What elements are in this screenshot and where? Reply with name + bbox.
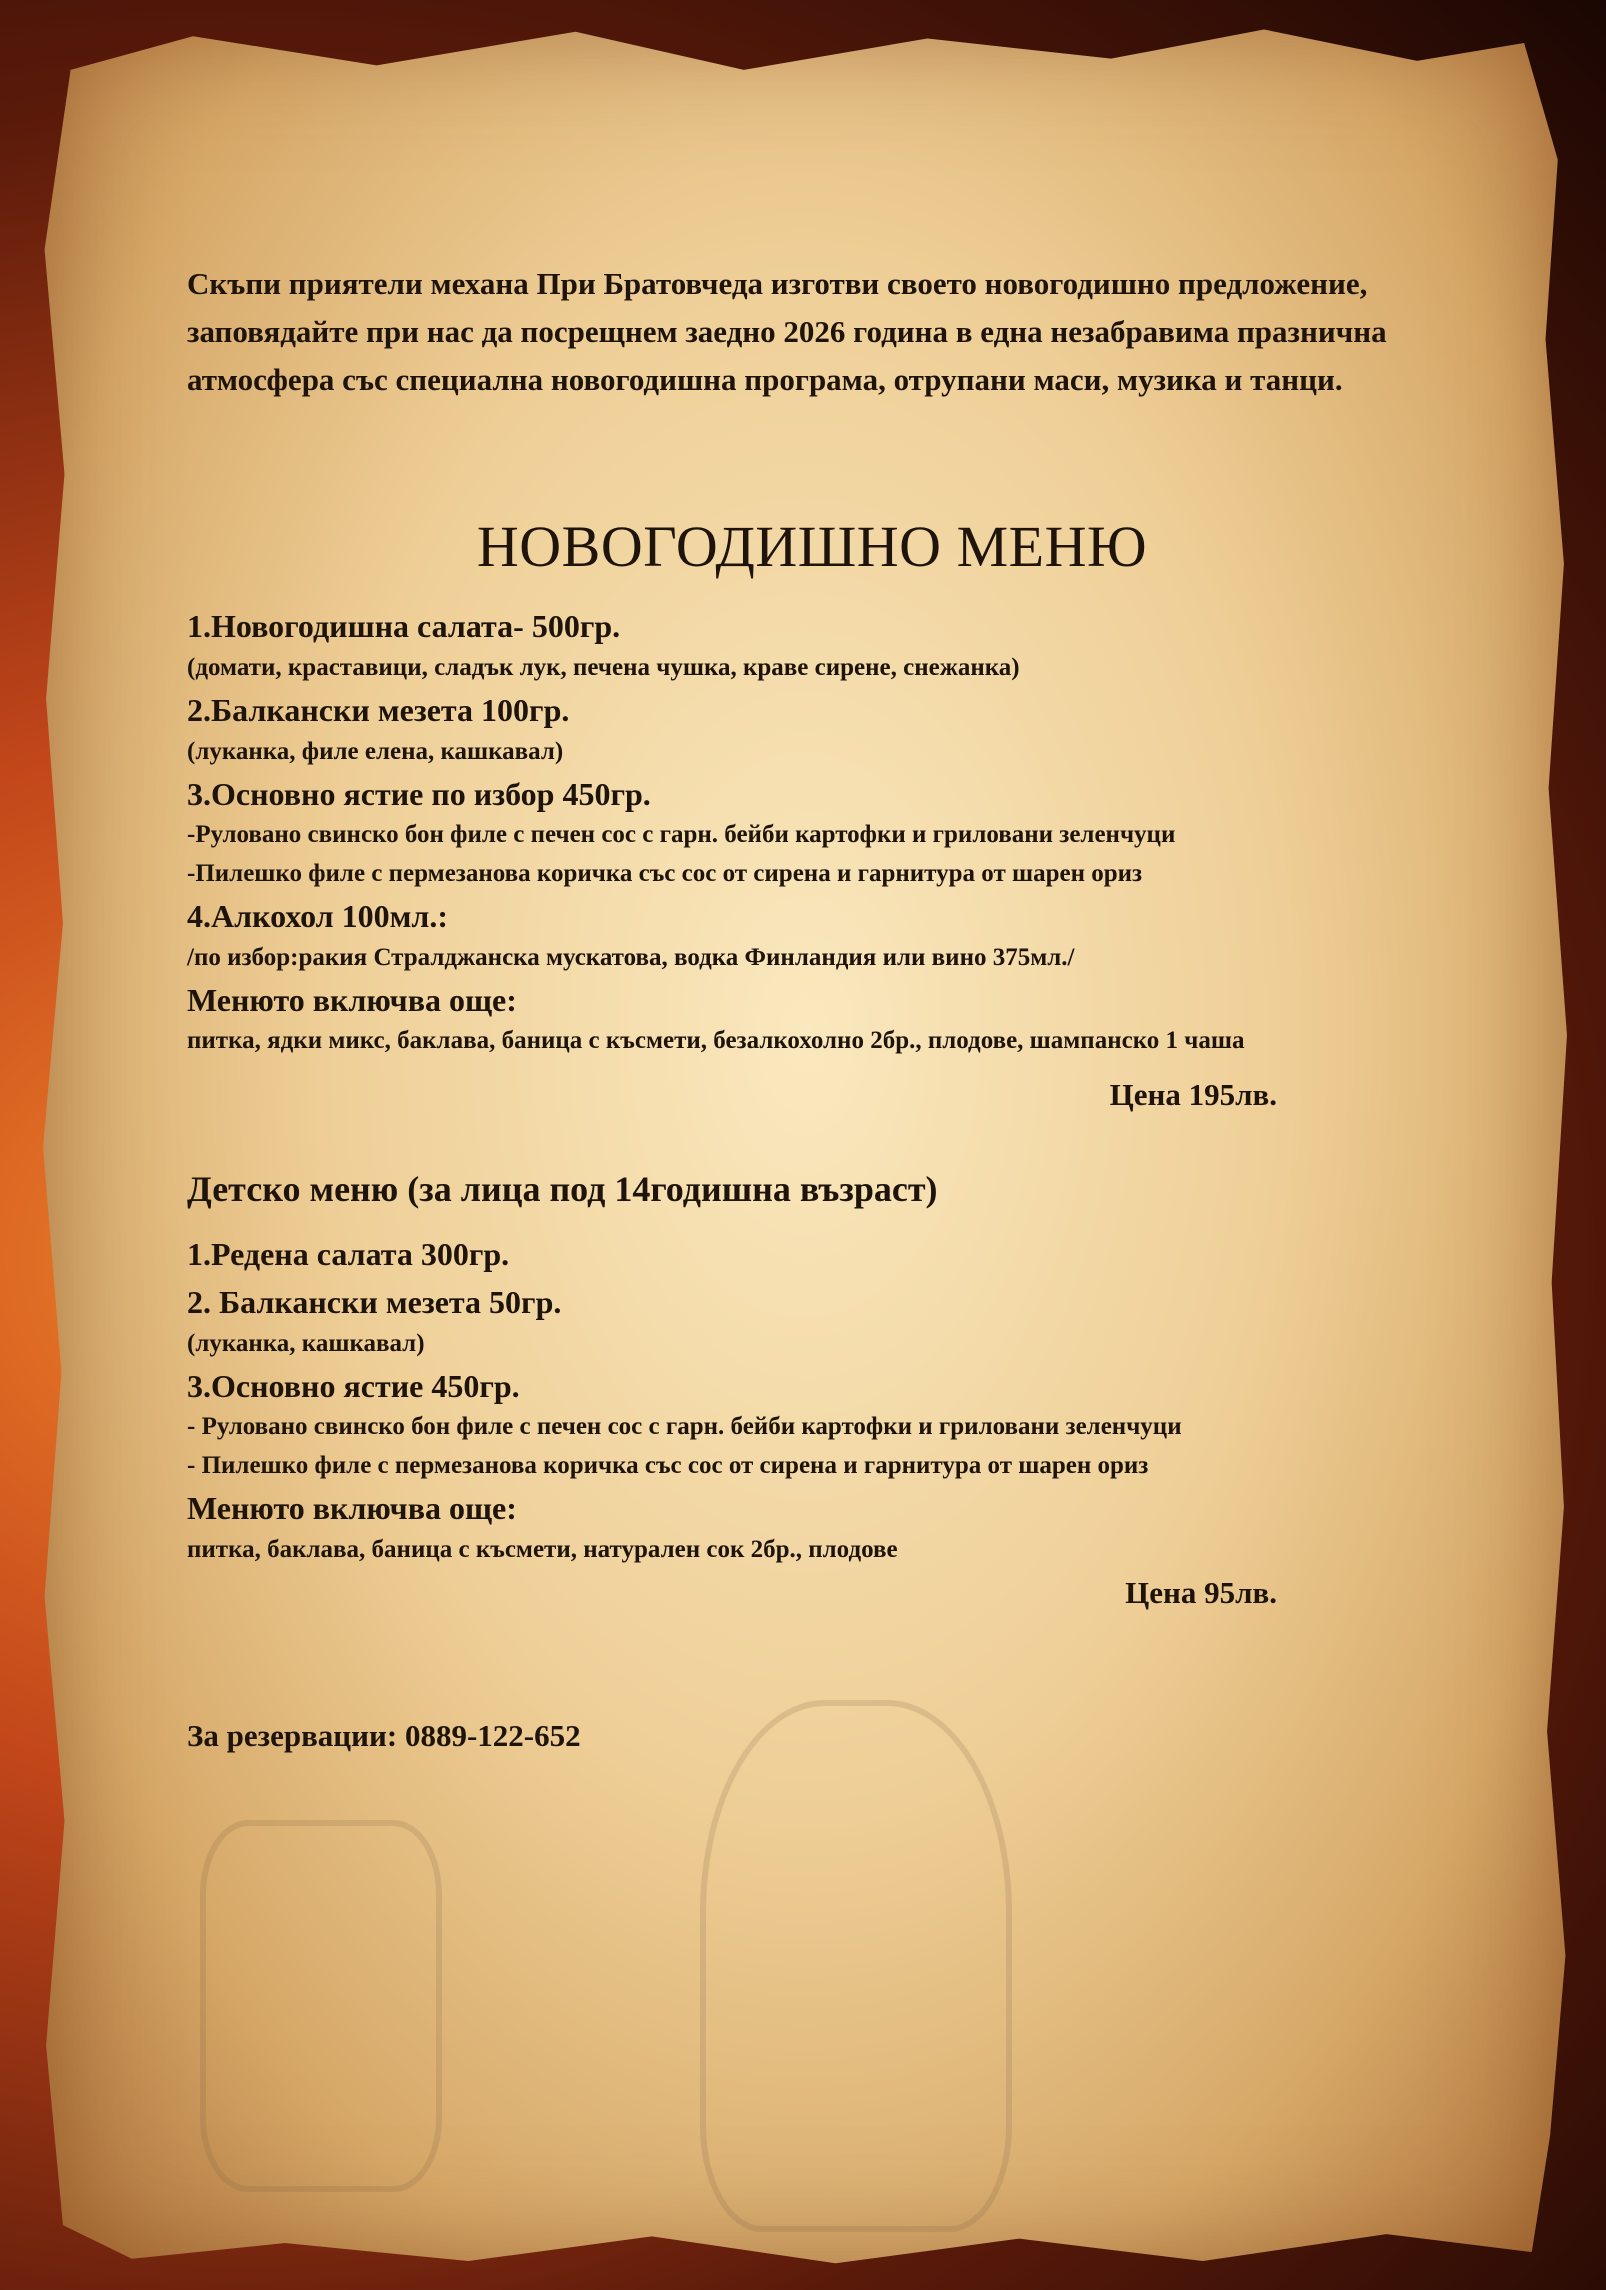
includes-title: Менюто включва още: (187, 982, 517, 1018)
menu-title: НОВОГОДИШНО МЕНЮ (476, 514, 1148, 579)
kids-menu-title: Детско меню (за лица под 14годишна възраст) (187, 1169, 938, 1209)
menu-item-title: 3.Основно ястие по избор 450гр. (187, 776, 651, 812)
menu-item-desc: -Руловано свинско бон филе с печен сос с гарн. бейби картофки и гриловани зеленчуци (187, 821, 1176, 848)
menu-item-title: 2.Балкански мезета 100гр. (187, 692, 570, 728)
menu-item-desc: /по избор:ракия Стралджанска мускатова, водка Финландия или вино 375мл./ (187, 944, 1075, 971)
kids-menu (187, 1164, 1437, 1614)
kids-item-desc: (луканка, кашкавал) (187, 1330, 425, 1357)
menu-item-desc: (луканка, филе елена, кашкавал) (187, 738, 564, 765)
menu-item-desc: (домати, краставици, сладък лук, печена чушка, краве сирене, снежанка) (187, 654, 1020, 681)
jug-watermark (700, 1700, 1012, 2232)
includes-text: питка, ядки микс, баклава, баница с късмети, безалкохолно 2бр., плодове, шампанско 1 чаша (187, 1027, 1245, 1054)
menu-item-title: 1.Новогодишна салата- 500гр. (187, 608, 621, 644)
kids-item-desc: - Пилешко филе с пермезанова коричка със сос от сирена и гарнитура от шарен ориз (187, 1452, 1149, 1479)
kids-includes-title: Менюто включва още: (187, 1490, 517, 1526)
kids-item-desc: - Руловано свинско бон филе с печен сос с гарн. бейби картофки и гриловани зеленчуци (187, 1413, 1182, 1440)
menu-item-title: 4.Алкохол 100мл.: (187, 898, 448, 934)
menu-document (187, 260, 1437, 1758)
basket-watermark (200, 1820, 442, 2192)
reservation-phone: За резервации: 0889-122-652 (187, 1718, 581, 1753)
kids-item-title: 2. Балкански мезета 50гр. (187, 1284, 562, 1320)
kids-item-title: 3.Основно ястие 450гр. (187, 1368, 520, 1404)
kids-includes-text: питка, баклава, баница с късмети, натурален сок 2бр., плодове (187, 1536, 898, 1563)
intro-text: Скъпи приятели механа При Братовчеда изготви своето новогодишно предложение, заповядайте при нас да посрещнем заедно 2026 година в една незабравима празнична атмосфера със специална новогодишна програма, отрупани маси, музика и танци. (187, 266, 1387, 397)
kids-item-title: 1.Редена салата 300гр. (187, 1236, 510, 1272)
kids-price: Цена 95лв. (1125, 1575, 1277, 1610)
menu-item-desc: -Пилешко филе с пермезанова коричка със сос от сирена и гарнитура от шарен ориз (187, 860, 1143, 887)
new-year-menu (187, 604, 1437, 1116)
menu-price: Цена 195лв. (1109, 1077, 1277, 1112)
